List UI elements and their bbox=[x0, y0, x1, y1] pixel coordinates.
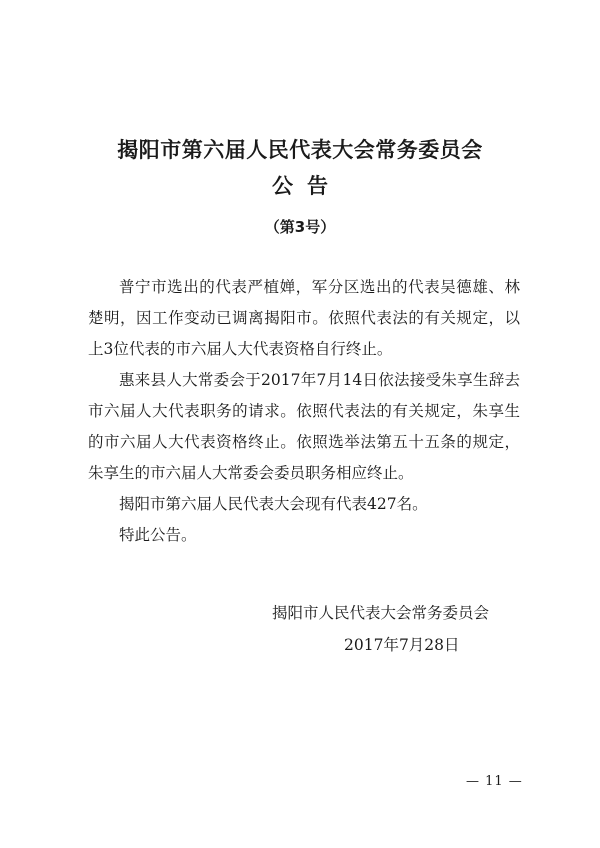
signature-date: 2017年7月28日 bbox=[344, 636, 460, 654]
paragraph: 特此公告。 bbox=[119, 526, 197, 544]
page-number: — 11 — bbox=[466, 774, 523, 789]
signature-organization: 揭阳市人民代表大会常务委员会 bbox=[272, 604, 490, 622]
paragraph: 普宁市选出的代表严植婵，军分区选出的代表吴德雄、林楚明，因工作变动已调离揭阳市。依照代表法的有关规定，以上3位代表的市六届人大代表资格自行终止。 bbox=[88, 278, 520, 358]
document-title: 揭阳市第六届人民代表大会常务委员会 bbox=[117, 138, 483, 162]
document-body bbox=[88, 272, 520, 551]
paragraph: 揭阳市第六届人民代表大会现有代表427名。 bbox=[119, 495, 428, 513]
paragraph: 惠来县人大常委会于2017年7月14日依法接受朱享生辞去市六届人大代表职务的请求。依照代表法的有关规定，朱享生的市六届人大代表资格终止。依照选举法第五十五条的规定，朱享生的市六届人大常委会委员职务相应终止。 bbox=[88, 371, 520, 482]
document-number: （第3号） bbox=[264, 218, 336, 236]
document-subtitle: 公告 bbox=[272, 174, 342, 198]
